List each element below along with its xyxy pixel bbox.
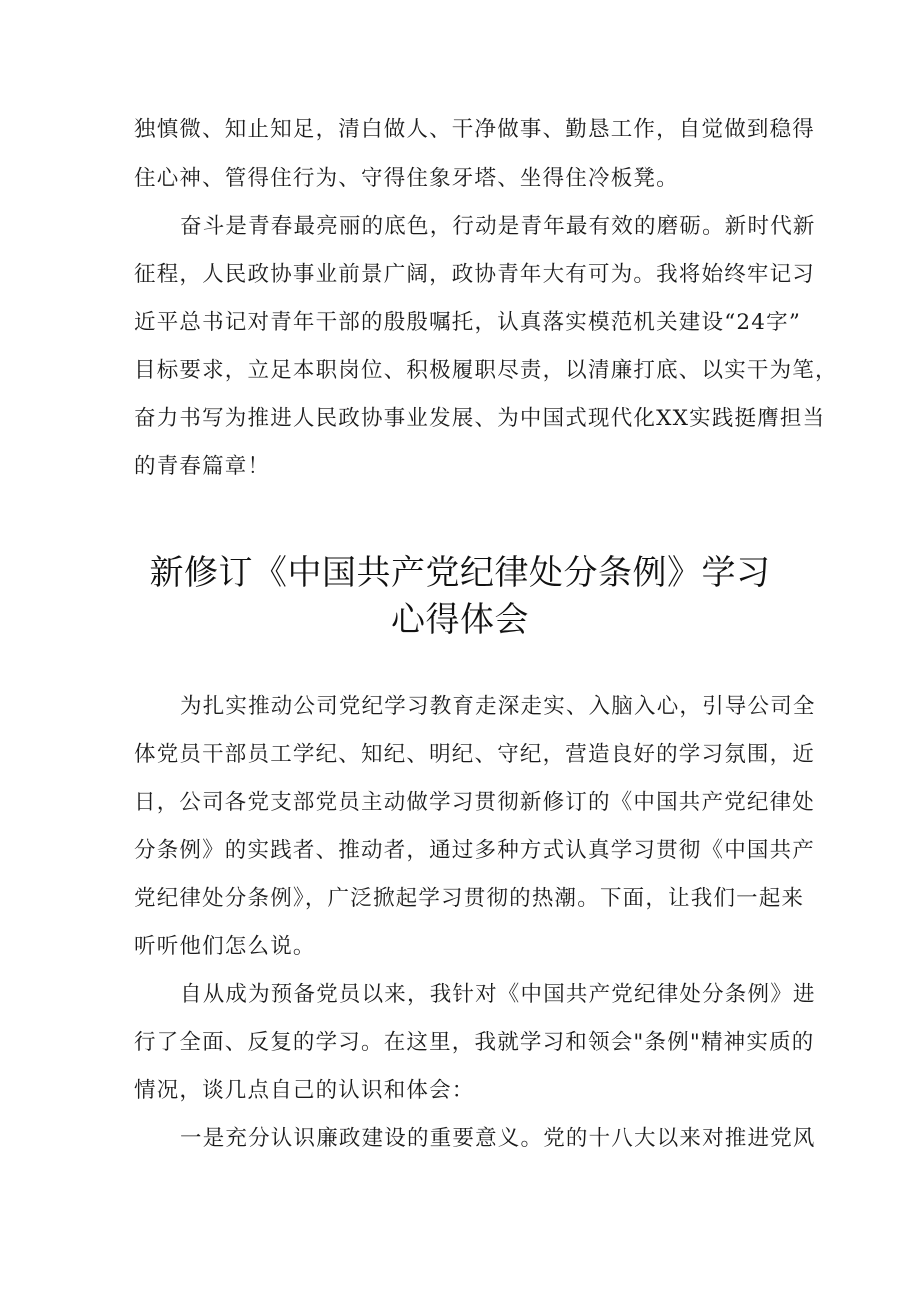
paragraph-line: 行了全面、反复的学习。在这里，我就学习和领会"条例"精神实质的	[134, 1030, 815, 1055]
paragraph-line: 分条例》的实践者、推动者，通过多种方式认真学习贯彻《中国共产	[134, 838, 816, 863]
paragraph-line: 为扎实推动公司党纪学习教育走深走实、入脑入心，引导公司全	[180, 694, 816, 719]
paragraph-line: 住心神、管得住行为、守得住象牙塔、坐得住冷板凳。	[134, 166, 679, 191]
page-title-line-1: 新修订《中国共产党纪律处分条例》学习	[149, 553, 771, 593]
paragraph-line: 奋力书写为推进人民政协事业发展、为中国式现代化XX实践挺膺担当	[134, 406, 826, 431]
paragraph-line: 日，公司各党支部党员主动做学习贯彻新修订的《中国共产党纪律处	[134, 790, 816, 815]
paragraph-line: 征程，人民政协事业前景广阔，政协青年大有可为。我将始终牢记习	[134, 262, 816, 287]
paragraph-line: 独慎微、知止知足，清白做人、干净做事、勤恳工作，自觉做到稳得	[134, 117, 816, 142]
paragraph-line: 体党员干部员工学纪、知纪、明纪、守纪，营造良好的学习氛围，近	[134, 742, 816, 767]
paragraph-line: 一是充分认识廉政建设的重要意义。党的十八大以来对推进党风	[180, 1126, 816, 1151]
paragraph-line: 听听他们怎么说。	[134, 934, 316, 959]
paragraph-line: 的青春篇章！	[134, 454, 271, 479]
paragraph-line: 党纪律处分条例》，广泛掀起学习贯彻的热潮。下面，让我们一起来	[134, 886, 805, 911]
paragraph-line: 目标要求，立足本职岗位、积极履职尽责，以清廉打底、以实干为笔，	[134, 358, 838, 383]
paragraph-line: 自从成为预备党员以来，我针对《中国共产党纪律处分条例》进	[180, 982, 816, 1007]
paragraph-line: 近平总书记对青年干部的殷殷嘱托，认真落实模范机关建设“24字”	[134, 310, 802, 335]
paragraph-line: 奋斗是青春最亮丽的底色，行动是青年最有效的磨砺。新时代新	[180, 214, 816, 239]
paragraph-line: 情况，谈几点自己的认识和体会：	[134, 1078, 475, 1103]
page-title-line-2: 心得体会	[391, 600, 529, 640]
